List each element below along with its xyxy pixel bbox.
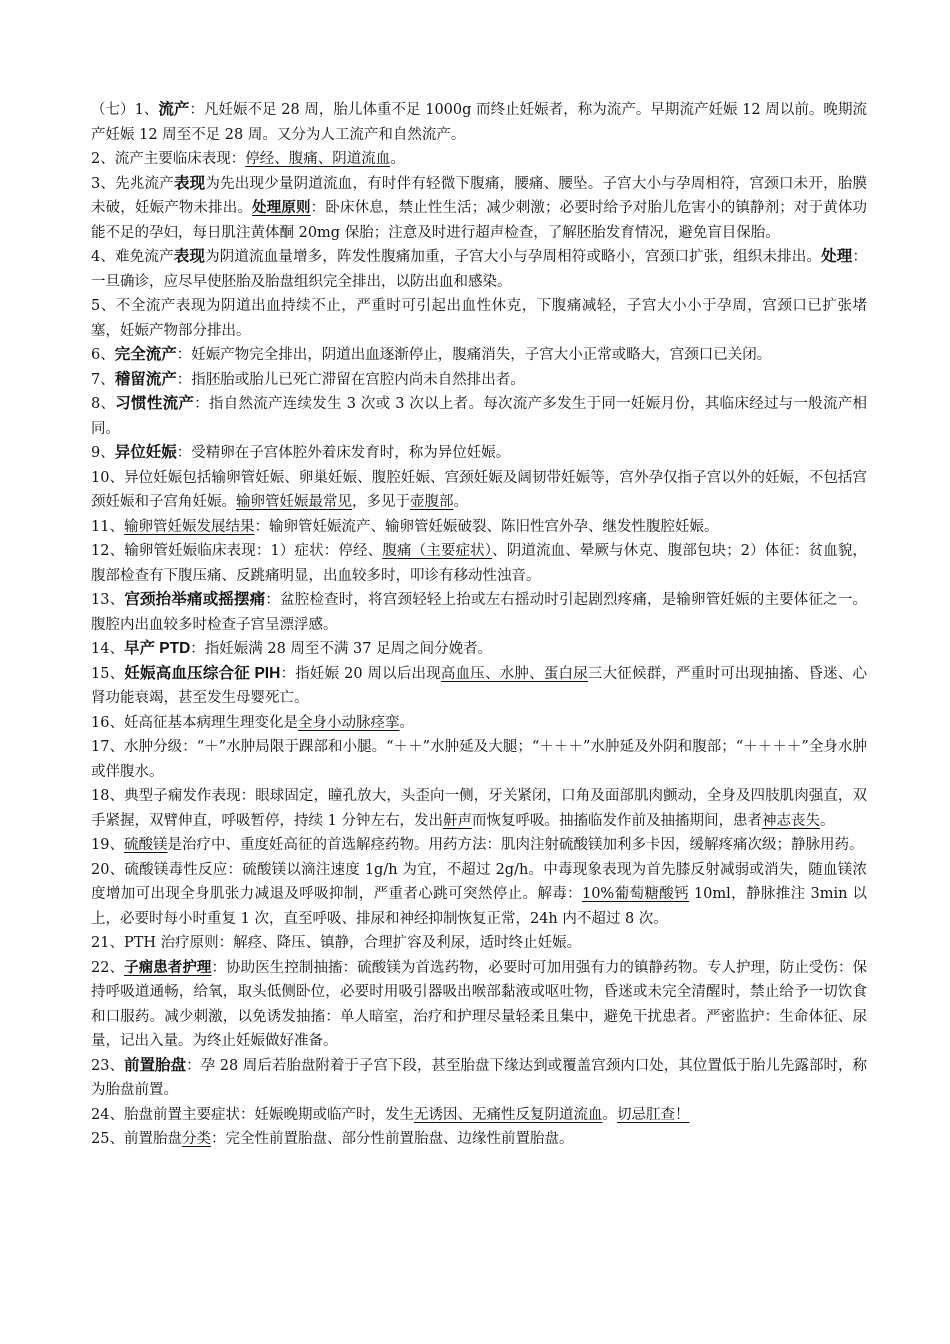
text-run: ：指胚胎或胎儿已死亡滞留在宫腔内尚未自然排出者。 bbox=[176, 371, 525, 388]
text-run: 8、 bbox=[91, 396, 116, 412]
bold-text: 早产 PTD bbox=[123, 640, 191, 657]
underlined-text: 神志丧失 bbox=[761, 812, 820, 829]
text-run: 为先出现少量阴道流血，有时伴有轻微下腹痛，腰痛、腰坠。子宫大小与孕周相符，宫颈口未开，胎膜未破，妊娠产物未排出。 bbox=[91, 175, 867, 216]
paragraph bbox=[91, 588, 867, 637]
text-run: 。 bbox=[453, 494, 468, 510]
text-run: 三大征候群，严重时可出现抽搐、昏迷、心肾功能衰竭，甚至发生母婴死亡。 bbox=[91, 665, 868, 706]
paragraph bbox=[91, 1127, 867, 1152]
paragraph bbox=[91, 368, 867, 393]
paragraph bbox=[91, 711, 867, 736]
paragraph bbox=[91, 98, 867, 147]
bold-text: 完全流产 bbox=[114, 346, 177, 363]
paragraph bbox=[91, 956, 867, 1054]
paragraph bbox=[91, 539, 867, 588]
text-run: 13、 bbox=[91, 592, 125, 608]
paragraph bbox=[91, 245, 867, 294]
text-run: 7、 bbox=[91, 371, 115, 388]
underlined-text: 全身小动脉痉挛 bbox=[297, 714, 400, 731]
text-run: 4、难免流产 bbox=[91, 249, 174, 265]
bold-text: 妊娠高血压综合征 PIH bbox=[124, 664, 281, 682]
text-run: ：指妊娠 20 周以后出现 bbox=[280, 665, 441, 682]
underlined-text: 高血压、水肿、蛋白尿 bbox=[440, 665, 588, 682]
text-run: ：一旦确诊，应尽早使胚胎及胎盘组织完全排出，以防出血和感染。 bbox=[91, 249, 867, 290]
text-run: 10ml，静脉推注 3min 以上，必要时每小时重复 1 次，直至呼吸、排尿和神经抑制恢复正常，24h 内不超过 8 次。 bbox=[91, 886, 867, 927]
underlined-text: 硫酸镁 bbox=[123, 837, 168, 853]
text-run: 21、PTH 治疗原则：解痉、降压、镇静，合理扩容及利尿，适时终止妊娠。 bbox=[91, 935, 582, 951]
text-run: 6、 bbox=[91, 347, 115, 363]
paragraph bbox=[91, 1103, 867, 1128]
text-run: 。 bbox=[399, 714, 414, 731]
bold-text: 宫颈抬举痛或摇摆痛 bbox=[124, 591, 266, 608]
underlined-text: 停经、腹痛、阴道流血 bbox=[245, 151, 391, 167]
underlined-text: 输卵管妊娠发展结果 bbox=[123, 518, 255, 535]
paragraph bbox=[91, 1054, 867, 1103]
underlined-text: 输卵管妊娠最常见 bbox=[236, 494, 352, 510]
paragraph bbox=[91, 172, 867, 246]
text-run: 9、 bbox=[91, 445, 115, 461]
underlined-text: 鼾声 bbox=[442, 812, 472, 829]
text-run: 18、典型子痫发作表现：眼球固定，瞳孔放大，头歪向一侧，牙关紧闭，口角及面部肌肉颤动，全身及四肢肌肉强直，双手紧握，双臂伸直，呼吸暂停，持续 1 分钟左右，发出 bbox=[91, 788, 867, 829]
text-run: 、阴道流血、晕厥与休克、腹部包块；2）体征：贫血貌，腹部检查有下腹压痛、反跳痛明显，出血较多时，叩诊有移动性浊音。 bbox=[91, 543, 867, 584]
text-run: ：完全性前置胎盘、部分性前置胎盘、边缘性前置胎盘。 bbox=[210, 1131, 574, 1147]
document-page bbox=[91, 98, 867, 1152]
text-run: 15、 bbox=[91, 665, 125, 682]
paragraph bbox=[91, 343, 867, 368]
text-run: 而恢复呼吸。抽搐临发作前及抽搐期间，患者 bbox=[471, 812, 762, 829]
bold-text: 子痫患者护理 bbox=[124, 958, 212, 976]
text-run: 25、前置胎盘 bbox=[91, 1131, 182, 1147]
text-run: ：卧床休息，禁止性生活；减少刺激；必要时给予对胎儿危害小的镇静剂；对于黄体功能不足的孕妇，每日肌注黄体酮 20mg 保胎；注意及时进行超声检查，了解胚胎发育情况，避免盲目保胎。 bbox=[91, 200, 868, 241]
text-run: ：盆腔检查时，将宫颈轻轻上抬或左右摇动时引起剧烈疼痛，是输卵管妊娠的主要体征之一。腹腔内出血较多时检查子宫呈漂浮感。 bbox=[91, 592, 868, 633]
underlined-text: 腹痛（主要症状） bbox=[382, 543, 493, 559]
text-run: 23、 bbox=[91, 1057, 124, 1074]
bold-text: 前置胎盘 bbox=[123, 1056, 187, 1074]
bold-text: 习惯性流产 bbox=[115, 395, 195, 412]
underlined-text: 分类 bbox=[181, 1131, 211, 1147]
text-run: 5、不全流产表现为阴道出血持续不止，严重时可引起出血性休克，下腹痛减轻，子宫大小小于孕周，宫颈口已扩张堵塞，妊娠产物部分排出。 bbox=[91, 298, 867, 339]
text-run: 14、 bbox=[91, 641, 124, 657]
paragraph bbox=[91, 735, 867, 784]
paragraph bbox=[91, 441, 867, 466]
text-run: 11、 bbox=[91, 518, 124, 535]
paragraph bbox=[91, 637, 867, 662]
text-run: 12、输卵管妊娠临床表现：1）症状：停经、 bbox=[91, 543, 383, 559]
underlined-text: 10%葡萄糖酸钙 bbox=[581, 886, 689, 902]
text-run: 。 bbox=[602, 1106, 617, 1123]
underlined-text: 壶腹部 bbox=[410, 494, 454, 510]
bold-text: 表现 bbox=[173, 174, 206, 192]
paragraph bbox=[91, 147, 867, 172]
text-run: 。 bbox=[390, 151, 405, 167]
text-run: ：指妊娠满 28 周至不满 37 足周之间分娩者。 bbox=[190, 641, 493, 657]
paragraph bbox=[91, 466, 867, 515]
text-run: 22、 bbox=[91, 959, 125, 976]
text-run: 为阴道流血量增多，阵发性腹痛加重，子宫大小与孕周相符或略小，宫颈口扩张，组织未排出。 bbox=[205, 249, 822, 265]
text-run: 是治疗中、重度妊高征的首选解痉药物。用药方法：肌肉注射硫酸镁加利多卡因，缓解疼痛次级；静脉用药。 bbox=[167, 837, 864, 853]
text-run: ，多见于 bbox=[352, 494, 410, 510]
text-run: 2、流产主要临床表现： bbox=[91, 151, 246, 167]
paragraph bbox=[91, 858, 867, 932]
paragraph bbox=[91, 833, 867, 858]
text-run: ：妊娠产物完全排出，阴道出血逐渐停止，腹痛消失，子宫大小正常或略大，宫颈口已关闭。 bbox=[176, 347, 772, 363]
underlined-text: 无诱因、无痛性反复阴道流血 bbox=[413, 1106, 603, 1123]
text-run: 20、硫酸镁毒性反应：硫酸镁以滴注速度 1g/h 为宜，不超过 2g/h。中毒现象表现为首先膝反射减弱或消失，随血镁浓度增加可出现全身肌张力减退及呼吸抑制，严重者心跳可突然停止。解毒： bbox=[91, 861, 867, 902]
paragraph bbox=[91, 662, 867, 711]
text-run: ：受精卵在子宫体腔外着床发育时，称为异位妊娠。 bbox=[176, 445, 511, 461]
text-run: 16、妊高征基本病理生理变化是 bbox=[91, 714, 298, 731]
text-run: ：孕 28 周后若胎盘附着于子宫下段，甚至胎盘下缘达到或覆盖宫颈内口处，其位置低于胎儿先露部时，称为胎盘前置。 bbox=[91, 1057, 867, 1098]
bold-text: 流产 bbox=[158, 101, 190, 118]
text-run: 。 bbox=[819, 812, 835, 829]
paragraph bbox=[91, 784, 867, 833]
text-run: ：凡妊娠不足 28 周，胎儿体重不足 1000g 而终止妊娠者，称为流产。早期流产妊娠 12 周以前。晚期流产妊娠 12 周至不足 28 周。又分为人工流产和自然流产。 bbox=[91, 102, 867, 143]
bold-text: 表现 bbox=[173, 248, 206, 265]
text-run: ：指自然流产连续发生 3 次或 3 次以上者。每次流产多发生于同一妊娠月份，其临床经过与一般流产相同。 bbox=[91, 396, 867, 437]
text-run: ：协助医生控制抽搐：硫酸镁为首选药物，必要时可加用强有力的镇静药物。专人护理，防止受伤：保持呼吸道通畅，给氧，取头低侧卧位，必要时用吸引器吸出喉部黏液或呕吐物，昏迷或未完全清醒时，禁止给予一切饮食和口服药。减少刺激，以免诱发抽搐：单人暗室，治疗和护理尽量轻柔且集中，避免干扰患者。严密监护：生命体征、尿量，记出入量。为终止妊娠做好准备。 bbox=[91, 959, 868, 1049]
paragraph bbox=[91, 392, 867, 441]
paragraph bbox=[91, 931, 867, 956]
text-run: 17、水肿分级：“＋”水肿局限于踝部和小腿。“＋＋”水肿延及大腿；“＋＋＋”水肿延及外阴和腹部；“＋＋＋＋”全身水肿或伴腹水。 bbox=[91, 739, 867, 780]
text-run: 24、胎盘前置主要症状：妊娠晚期或临产时，发生 bbox=[91, 1106, 414, 1123]
text-run: 10、异位妊娠包括输卵管妊娠、卵巢妊娠、腹腔妊娠、宫颈妊娠及阔韧带妊娠等，宫外孕仅指子宫以外的妊娠，不包括宫颈妊娠和子宫角妊娠。 bbox=[91, 469, 867, 510]
underlined-text: 切忌肛查！ bbox=[616, 1106, 690, 1123]
bold-text: 处理原则 bbox=[252, 199, 311, 216]
text-run: （七）1、 bbox=[91, 102, 159, 118]
bold-text: 处理 bbox=[821, 248, 853, 265]
bold-text: 异位妊娠 bbox=[114, 444, 177, 461]
paragraph bbox=[91, 515, 867, 540]
paragraph bbox=[91, 294, 867, 343]
text-run: 3、先兆流产 bbox=[91, 175, 174, 192]
bold-text: 稽留流产 bbox=[114, 370, 177, 388]
text-run: 19、 bbox=[91, 837, 124, 853]
text-run: ：输卵管妊娠流产、输卵管妊娠破裂、陈旧性宫外孕、继发性腹腔妊娠。 bbox=[254, 518, 719, 535]
